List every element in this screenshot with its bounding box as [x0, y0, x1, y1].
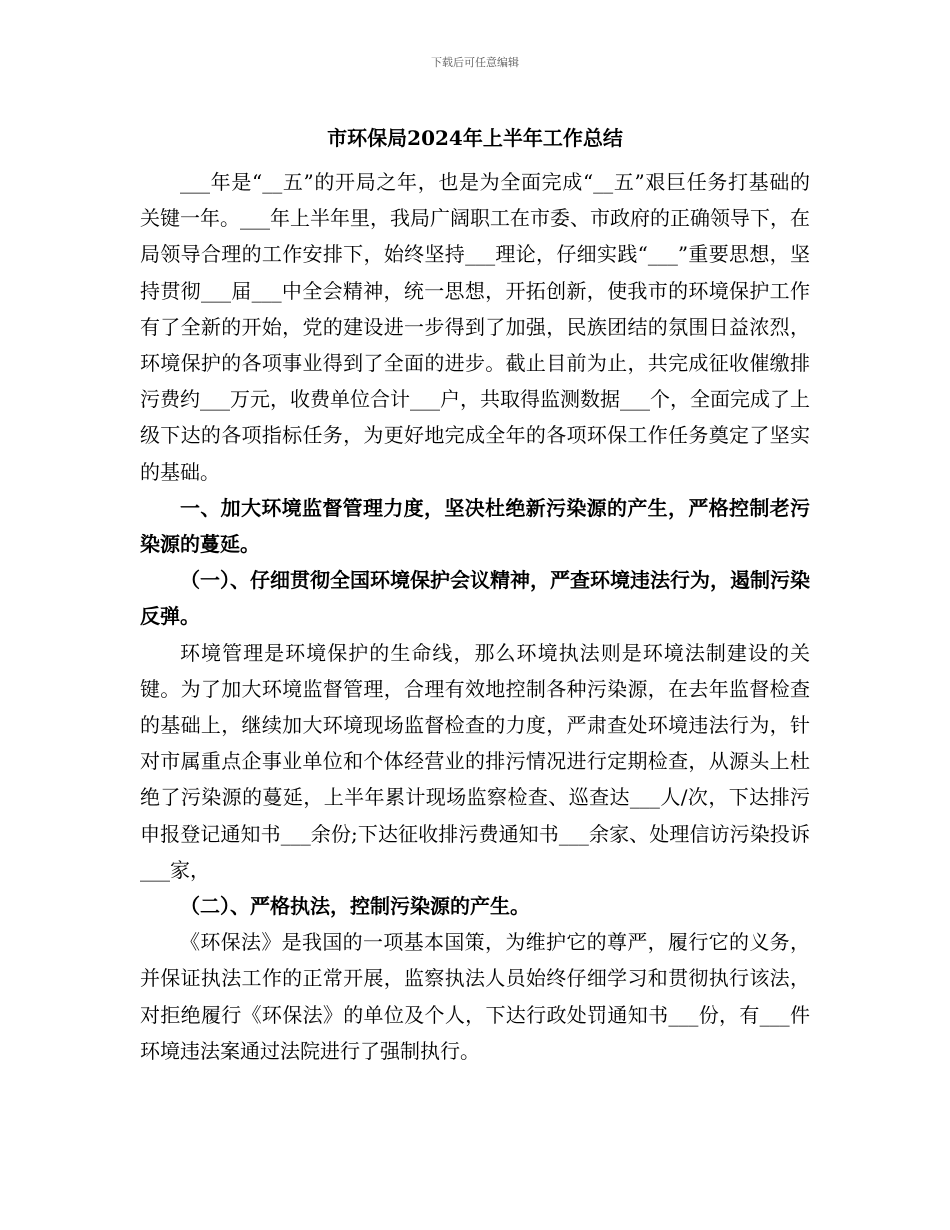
- document-title: 市环保局2024年上半年工作总结: [327, 126, 623, 150]
- subsection-heading-2: （二）、严格执法，控制污染源的产生。: [180, 894, 530, 919]
- section-heading-1: 一、加大环境监督管理力度，坚决杜绝新污染源的产生，严格控制老污染源的蔓延。: [140, 495, 810, 557]
- document-body: [140, 120, 810, 1069]
- header-note: 下载后可任意编辑: [431, 56, 519, 69]
- body-paragraph-1: 环境管理是环境保护的生命线，那么环境执法则是环境法制建设的关键。为了加大环境监督管理，合理有效地控制各种污染源，在去年监督检查的基础上，继续加大环境现场监督检查的力度，严肃查处环境违法行为，针对市属重点企事业单位和个体经营业的排污情况进行定期检查，从源头上杜绝了污染源的蔓延，上半年累计现场监察检查、巡查达___人/次，下达排污申报登记通知书___余份;下达征收排污费通知书___余家、处理信访污染投诉___家，: [140, 640, 810, 882]
- body-paragraph-2: 《环保法》是我国的一项基本国策，为维护它的尊严，履行它的义务，并保证执法工作的正常开展，监察执法人员始终仔细学习和贯彻执行该法，对拒绝履行《环保法》的单位及个人，下达行政处罚通知书___份，有___件环境违法案通过法院进行了强制执行。: [140, 930, 810, 1063]
- intro-paragraph: ___年是“__五”的开局之年，也是为全面完成“__五”艰巨任务打基础的关键一年。___年上半年里，我局广阔职工在市委、市政府的正确领导下，在局领导合理的工作安排下，始终坚持___理论，仔细实践“___”重要思想，坚持贯彻___届___中全会精神，统一思想，开拓创新，使我市的环境保护工作有了全新的开始，党的建设进一步得到了加强，民族团结的氛围日益浓烈，环境保护的各项事业得到了全面的进步。截止目前为止，共完成征收催缴排污费约___万元，收费单位合计___户，共取得监测数据___个，全面完成了上级下达的各项指标任务，为更好地完成全年的各项环保工作任务奠定了坚实的基础。: [140, 170, 810, 484]
- subsection-heading-1: （一）、仔细贯彻全国环境保护会议精神，严查环境违法行为，遏制污染反弹。: [140, 568, 810, 629]
